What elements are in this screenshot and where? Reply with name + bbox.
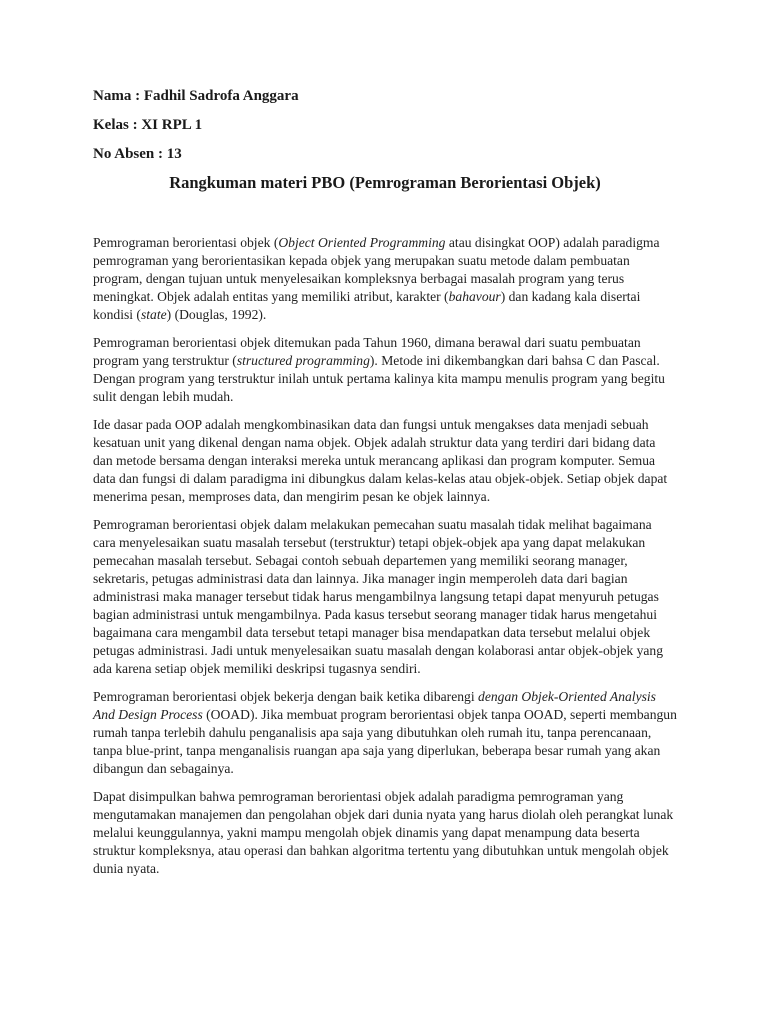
paragraph-5-text-a: Pemrograman berorientasi objek bekerja dengan baik ketika dibarengi xyxy=(93,689,479,704)
paragraph-1 xyxy=(93,234,677,324)
paragraph-2-term-structured: structured programming xyxy=(236,353,370,368)
paragraph-2-text-a: Pemrograman berorientasi objek ditemukan pada Tahun 1960, dimana berawal dari suatu pembuatan program yang terstruktur ( xyxy=(93,335,641,368)
student-class: Kelas : XI RPL 1 xyxy=(93,117,203,133)
paragraph-2-text-c: ). Metode ini dikembangkan dari bahsa C dan Pascal. Dengan program yang terstruktur inilah untuk pertama kalinya kita mampu menulis program yang begitu sulit dengan lebih mudah. xyxy=(93,353,665,404)
paragraph-1-text-g: ) (Douglas, 1992). xyxy=(166,307,267,322)
paragraph-1-text-e: ) dan kadang kala disertai kondisi ( xyxy=(93,289,641,322)
paragraph-1-term-state: state xyxy=(140,307,167,322)
paragraph-1-text-a: Pemrograman berorientasi objek ( xyxy=(93,235,279,250)
paragraph-3: Ide dasar pada OOP adalah mengkombinasikan data dan fungsi untuk mengakses data menjadi sebuah kesatuan unit yang dikenal dengan nama objek. Objek adalah struktur data yang terdiri dari bidang data dan metode bersama dengan interaksi mereka untuk merancang aplikasi dan program komputer. Semua data dan fungsi di dalam paradigma ini dibungkus dalam kelas-kelas atau objek-objek. Setiap objek dapat menerima pesan, memproses data, dan mengirim pesan ke objek lainnya. xyxy=(93,417,668,504)
paragraph-1-term-behaviour: bahavour xyxy=(448,289,501,304)
student-number: No Absen : 13 xyxy=(93,146,182,162)
paragraph-1-text-c: atau disingkat OOP) adalah paradigma pemrograman yang berorientasikan kepada objek yang merupakan suatu metode dalam pembuatan program, dengan tujuan untuk menyelesaikan kompleksnya berbagai masalah program yang terus meningkat. Objek adalah entitas yang memiliki atribut, karakter ( xyxy=(93,235,660,304)
document-title: Rangkuman materi PBO (Pemrograman Berorientasi Objek) xyxy=(169,173,601,192)
paragraph-6: Dapat disimpulkan bahwa pemrograman berorientasi objek adalah paradigma pemrograman yang mengutamakan manajemen dan pengolahan objek dari dunia nyata yang harus diolah oleh perangkat lunak melalui keunggulannya, yakni mampu mengolah objek dinamis yang dapat menampung data beserta struktur kompleksnya, atau operasi dan bahkan algoritma tertentu yang dibutuhkan untuk mengolah objek dunia nyata. xyxy=(93,789,674,876)
paragraph-5-text-c: (OOAD). Jika membuat program berorientasi objek tanpa OOAD, seperti membangun rumah tanpa terlebih dahulu penganalisis apa saja yang dibutuhkan oleh rumah itu, tanpa perencanaan, tanpa blue-print, tanpa menganalisis ruangan apa saja yang diperlukan, beberapa besar rumah yang akan dibangun dan sebagainya. xyxy=(93,707,677,776)
document-page xyxy=(93,86,677,888)
paragraph-2 xyxy=(93,334,677,406)
paragraph-5-term-ooad: dengan Objek-Oriented Analysis And Design Process xyxy=(93,689,656,722)
paragraph-5 xyxy=(93,688,677,778)
paragraph-1-term-oop: Object Oriented Programming xyxy=(278,235,446,250)
student-name: Nama : Fadhil Sadrofa Anggara xyxy=(93,88,299,104)
paragraph-4: Pemrograman berorientasi objek dalam melakukan pemecahan suatu masalah tidak melihat bagaimana cara menyelesaikan suatu masalah tersebut (terstruktur) tetapi objek-objek apa yang dapat melakukan pemecahan masalah tersebut. Sebagai contoh sebuah departemen yang memiliki seorang manager, sekretaris, petugas administrasi data dan lainnya. Jika manager ingin memperoleh data dari bagian administrasi maka manager tersebut tidak harus mengambilnya langsung tetapi dapat menyuruh petugas bagian administrasi untuk mengambilnya. Pada kasus tersebut seorang manager tidak harus mengetahui bagaimana cara mengambil data tersebut tetapi manager bisa mendapatkan data tersebut melalui objek petugas administrasi. Jadi untuk menyelesaikan suatu masalah dengan kolaborasi antar objek-objek yang ada karena setiap objek memiliki deskripsi tugasnya sendiri. xyxy=(93,517,664,676)
